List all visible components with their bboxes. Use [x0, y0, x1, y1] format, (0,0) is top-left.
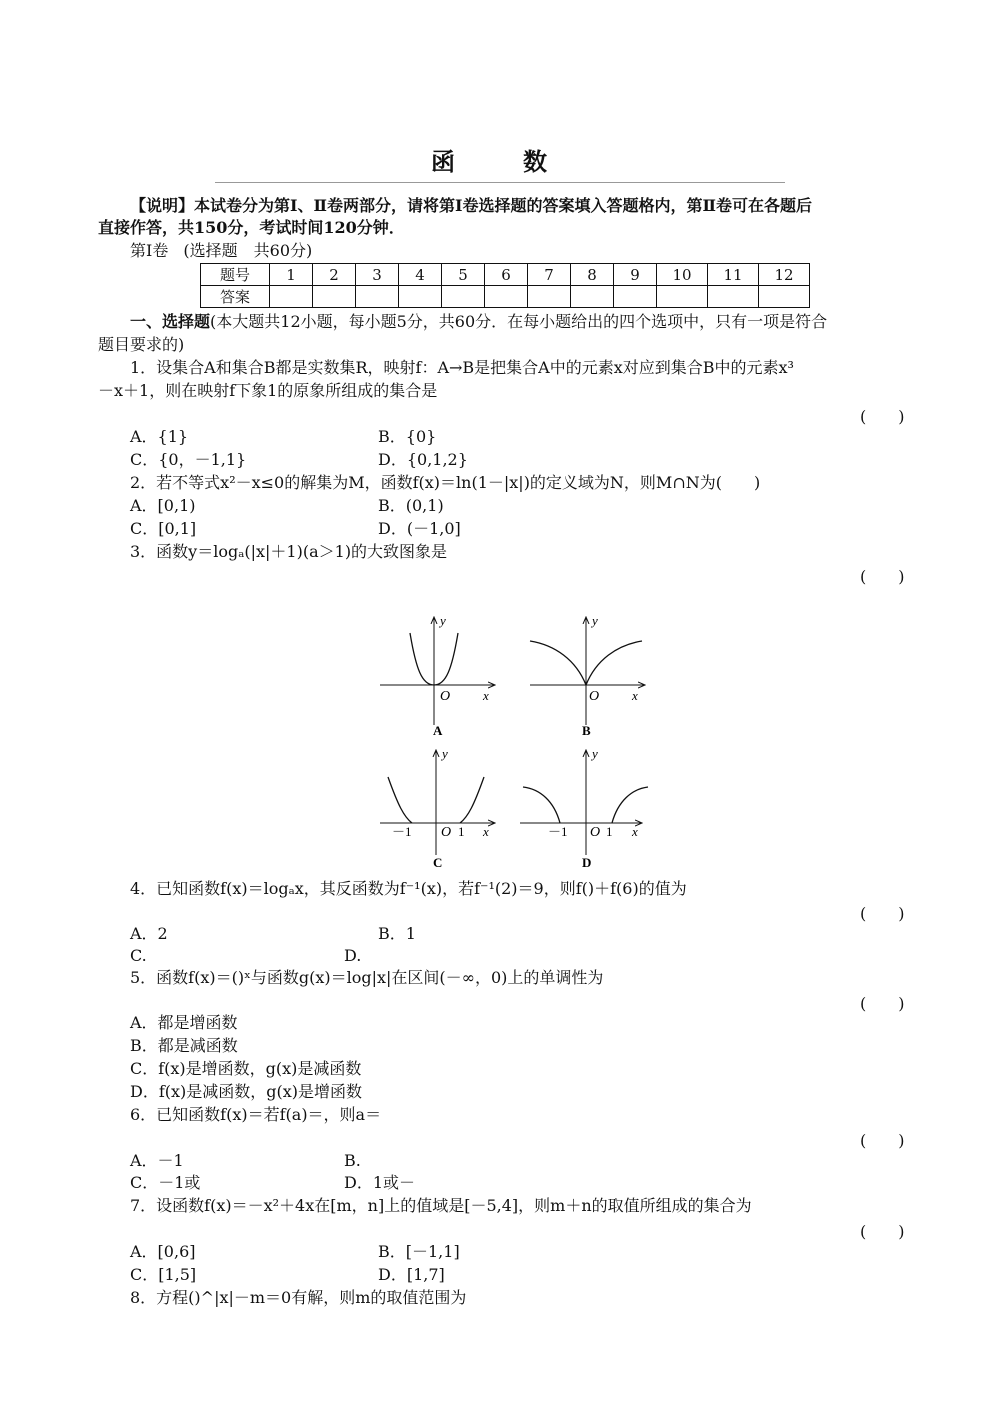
page-title: 函 数 — [431, 147, 569, 176]
q3-graphs-figure — [370, 605, 660, 885]
q6-option-b: B. — [344, 1151, 361, 1170]
q1-option-d: D．{0,1,2} — [378, 450, 468, 469]
graph-d-y-label: y — [592, 746, 598, 761]
q7-option-d: D．[1,7] — [378, 1265, 445, 1284]
part1-heading — [130, 241, 312, 261]
section1-heading: 一、选择题 — [130, 312, 211, 331]
graph-d-label: D — [582, 855, 592, 870]
graph-d — [520, 746, 648, 870]
graph-c — [380, 746, 495, 870]
note-label: 【说明】 — [130, 196, 195, 215]
answer-cell[interactable] — [399, 286, 442, 308]
graph-d-neg1: －1 — [548, 824, 568, 839]
q4-stem: 4．已知函数f(x)＝logₐx，其反函数为f⁻¹(x)，若f⁻¹(2)＝9，则f()＋f(6)的值为 — [130, 879, 687, 898]
q7-option-b: B．[－1,1] — [378, 1242, 460, 1261]
q1-stem-2: －x＋1，则在映射f下象1的原象所组成的集合是 — [98, 381, 438, 400]
q5-option-a: A．都是增函数 — [130, 1013, 238, 1032]
graph-a-label: A — [433, 723, 443, 738]
q6-option-c: C．－1或 — [130, 1173, 201, 1192]
answer-table-row2-label: 答案 — [201, 286, 270, 308]
q4-option-d: D. — [344, 946, 362, 965]
answer-table-num: 2 — [313, 264, 356, 286]
graph-d-x-label: x — [632, 824, 638, 839]
graph-c-x-label: x — [483, 824, 489, 839]
answer-cell[interactable] — [356, 286, 399, 308]
answer-cell[interactable] — [571, 286, 614, 308]
graph-b-label: B — [582, 723, 591, 738]
answer-cell[interactable] — [759, 286, 810, 308]
part1-label: 第Ⅰ卷 — [130, 241, 169, 260]
q3-stem: 3．函数y＝logₐ(|x|＋1)(a＞1)的大致图象是 — [130, 542, 448, 561]
graph-b — [530, 613, 645, 738]
graph-c-y-label: y — [442, 746, 448, 761]
q1-option-b: B．{0} — [378, 427, 437, 446]
graph-a-x-label: x — [483, 688, 489, 703]
answer-cell[interactable] — [657, 286, 708, 308]
q2-stem: 2．若不等式x²－x≤0的解集为M，函数f(x)＝ln(1－|x|)的定义域为N，则M∩N为( ) — [130, 473, 761, 492]
answer-table-num: 12 — [759, 264, 810, 286]
title-divider — [215, 182, 785, 183]
q5-answer-paren: ( ) — [860, 994, 905, 1013]
answer-cell[interactable] — [708, 286, 759, 308]
note-line-1 — [130, 196, 812, 216]
q7-stem: 7．设函数f(x)＝－x²＋4x在[m，n]上的值域是[－5,4]，则m＋n的取值所组成的集合为 — [130, 1196, 752, 1215]
q6-option-d: D．1或－ — [344, 1173, 416, 1192]
graph-d-curve-left — [523, 787, 560, 823]
q5-stem: 5．函数f(x)＝()ˣ与函数g(x)＝log|x|在区间(－∞，0)上的单调性为 — [130, 968, 604, 987]
graph-d-one: 1 — [606, 824, 613, 839]
q1-option-c: C．{0，－1,1} — [130, 450, 247, 469]
answer-table-num: 1 — [270, 264, 313, 286]
note-text-1: 本试卷分为第Ⅰ、Ⅱ卷两部分，请将第Ⅰ卷选择题的答案填入答题格内，第Ⅱ卷可在各题后 — [194, 196, 812, 215]
graph-a-y-label: y — [440, 613, 446, 628]
graph-c-one: 1 — [458, 824, 465, 839]
answer-cell[interactable] — [528, 286, 571, 308]
q1-stem-1: 1．设集合A和集合B都是实数集R，映射f：A→B是把集合A中的元素x对应到集合B中的元素x³ — [130, 358, 794, 377]
graph-d-curve-right — [612, 787, 648, 823]
q5-option-b: B．都是减函数 — [130, 1036, 238, 1055]
section1-line-1 — [130, 312, 827, 332]
graph-a — [380, 613, 495, 738]
section1-text: (本大题共12小题，每小题5分，共60分．在每小题给出的四个选项中，只有一项是符合 — [210, 312, 828, 331]
answer-table — [200, 263, 810, 308]
answer-table-num: 4 — [399, 264, 442, 286]
graph-b-y-label: y — [592, 613, 598, 628]
graph-d-origin: O — [590, 825, 601, 840]
graph-c-curve-left — [388, 777, 412, 823]
graph-a-origin: O — [440, 689, 451, 704]
q2-option-d: D．(－1,0] — [378, 519, 461, 538]
answer-table-num: 8 — [571, 264, 614, 286]
graph-c-curve-right — [460, 777, 484, 823]
q4-answer-paren: ( ) — [860, 904, 905, 923]
q7-option-a: A．[0,6] — [130, 1242, 196, 1261]
q4-option-c: C. — [130, 946, 147, 965]
graph-c-origin: O — [441, 825, 452, 840]
answer-table-answer-row — [201, 286, 810, 308]
note-line-2: 直接作答，共150分，考试时间120分钟． — [98, 218, 405, 237]
graph-c-neg1: －1 — [392, 824, 412, 839]
q8-stem: 8．方程()^|x|－m＝0有解，则m的取值范围为 — [130, 1288, 467, 1307]
q3-answer-paren: ( ) — [860, 567, 905, 586]
q5-option-d: D．f(x)是减函数，g(x)是增函数 — [130, 1082, 363, 1101]
q2-option-c: C．[0,1] — [130, 519, 197, 538]
q1-answer-paren: ( ) — [860, 407, 905, 426]
answer-cell[interactable] — [442, 286, 485, 308]
section1-line-2: 题目要求的) — [98, 335, 185, 354]
q7-answer-paren: ( ) — [860, 1222, 905, 1241]
answer-table-num: 5 — [442, 264, 485, 286]
q2-option-b: B．(0,1) — [378, 496, 444, 515]
answer-table-num: 10 — [657, 264, 708, 286]
answer-table-num: 9 — [614, 264, 657, 286]
graph-c-label: C — [433, 855, 443, 870]
q1-option-a: A．{1} — [130, 427, 189, 446]
part1-desc: (选择题 共60分) — [183, 241, 313, 260]
q5-option-c: C．f(x)是增函数，g(x)是减函数 — [130, 1059, 362, 1078]
q4-option-a: A．2 — [130, 924, 168, 943]
answer-table-row1-label: 题号 — [201, 264, 270, 286]
answer-cell[interactable] — [313, 286, 356, 308]
answer-table-number-row — [201, 264, 810, 286]
q6-answer-paren: ( ) — [860, 1131, 905, 1150]
answer-table-num: 3 — [356, 264, 399, 286]
q7-option-c: C．[1,5] — [130, 1265, 197, 1284]
graph-b-x-label: x — [632, 688, 638, 703]
answer-table-num: 6 — [485, 264, 528, 286]
q6-option-a: A．－1 — [130, 1151, 184, 1170]
q4-option-b: B．1 — [378, 924, 416, 943]
answer-cell[interactable] — [485, 286, 528, 308]
q2-option-a: A．[0,1) — [130, 496, 196, 515]
graph-b-origin: O — [589, 689, 600, 704]
q6-stem: 6．已知函数f(x)＝若f(a)＝，则a＝ — [130, 1105, 382, 1124]
answer-table-num: 11 — [708, 264, 759, 286]
answer-table-num: 7 — [528, 264, 571, 286]
answer-cell[interactable] — [270, 286, 313, 308]
answer-cell[interactable] — [614, 286, 657, 308]
